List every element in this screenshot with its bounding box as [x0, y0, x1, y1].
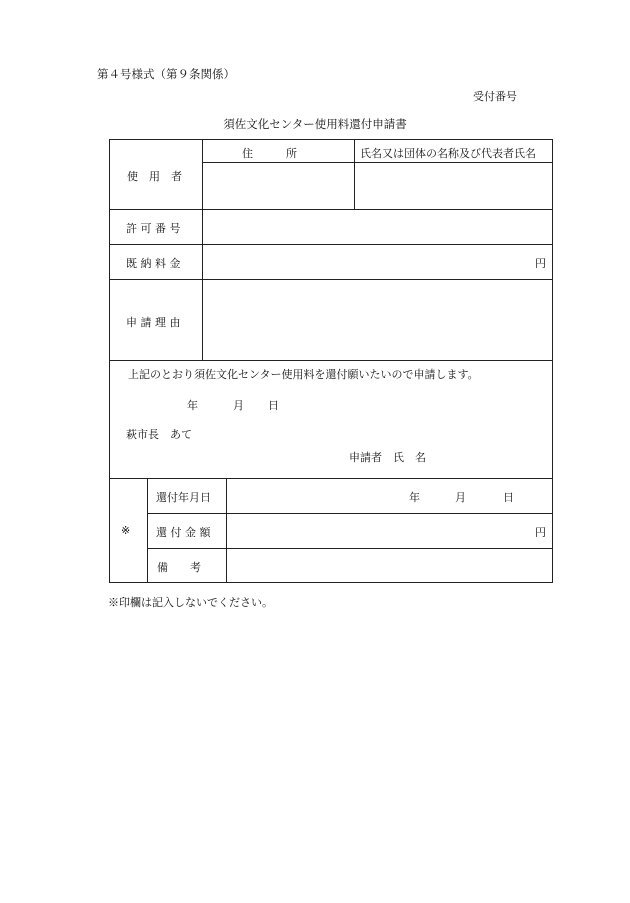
address-header: 住 所: [242, 147, 297, 160]
name-header: 氏名又は団体の名称及び代表者氏名: [360, 147, 536, 160]
permit-number-label: 許 可 番 号: [126, 222, 181, 235]
paid-fee-label: 既 納 料 金: [126, 257, 181, 270]
applicant-name-label: 申請者 氏 名: [349, 451, 426, 464]
form-number: 第４号様式（第９条関係）: [97, 67, 235, 81]
row-divider: [147, 513, 553, 514]
document-title: 須佐文化センター使用料還付申請書: [223, 117, 407, 131]
date-month: 月: [233, 399, 244, 412]
receipt-number-label: 受付番号: [473, 90, 517, 103]
column-divider: [202, 139, 203, 360]
addressee: 萩市長 あて: [126, 428, 192, 441]
refund-date-day: 日: [503, 491, 514, 504]
row-divider: [109, 360, 553, 361]
column-divider: [226, 478, 227, 583]
row-divider: [202, 162, 553, 163]
refund-date-month: 月: [455, 491, 466, 504]
column-divider: [354, 139, 355, 209]
refund-amount-yen: 円: [535, 526, 546, 539]
date-year: 年: [187, 399, 198, 412]
column-divider: [147, 478, 148, 583]
refund-amount-label: 還 付 金 額: [156, 526, 211, 539]
office-use-mark: ※: [121, 524, 131, 537]
reason-label: 申 請 理 由: [126, 316, 181, 329]
refund-date-year: 年: [409, 491, 420, 504]
footnote: ※印欄は記入しないでください。: [108, 596, 273, 609]
user-label: 使 用 者: [127, 170, 182, 183]
row-divider: [109, 478, 553, 479]
remarks-label: 備 考: [157, 561, 201, 574]
paid-fee-yen: 円: [535, 257, 546, 270]
row-divider: [109, 279, 553, 280]
application-form-table: [109, 139, 553, 583]
row-divider: [109, 209, 553, 210]
statement-text: 上記のとおり須佐文化センター使用料を還付願いたいので申請します。: [128, 368, 479, 381]
date-day: 日: [268, 399, 279, 412]
row-divider: [109, 244, 553, 245]
refund-date-label: 還付年月日: [156, 491, 211, 504]
row-divider: [147, 548, 553, 549]
